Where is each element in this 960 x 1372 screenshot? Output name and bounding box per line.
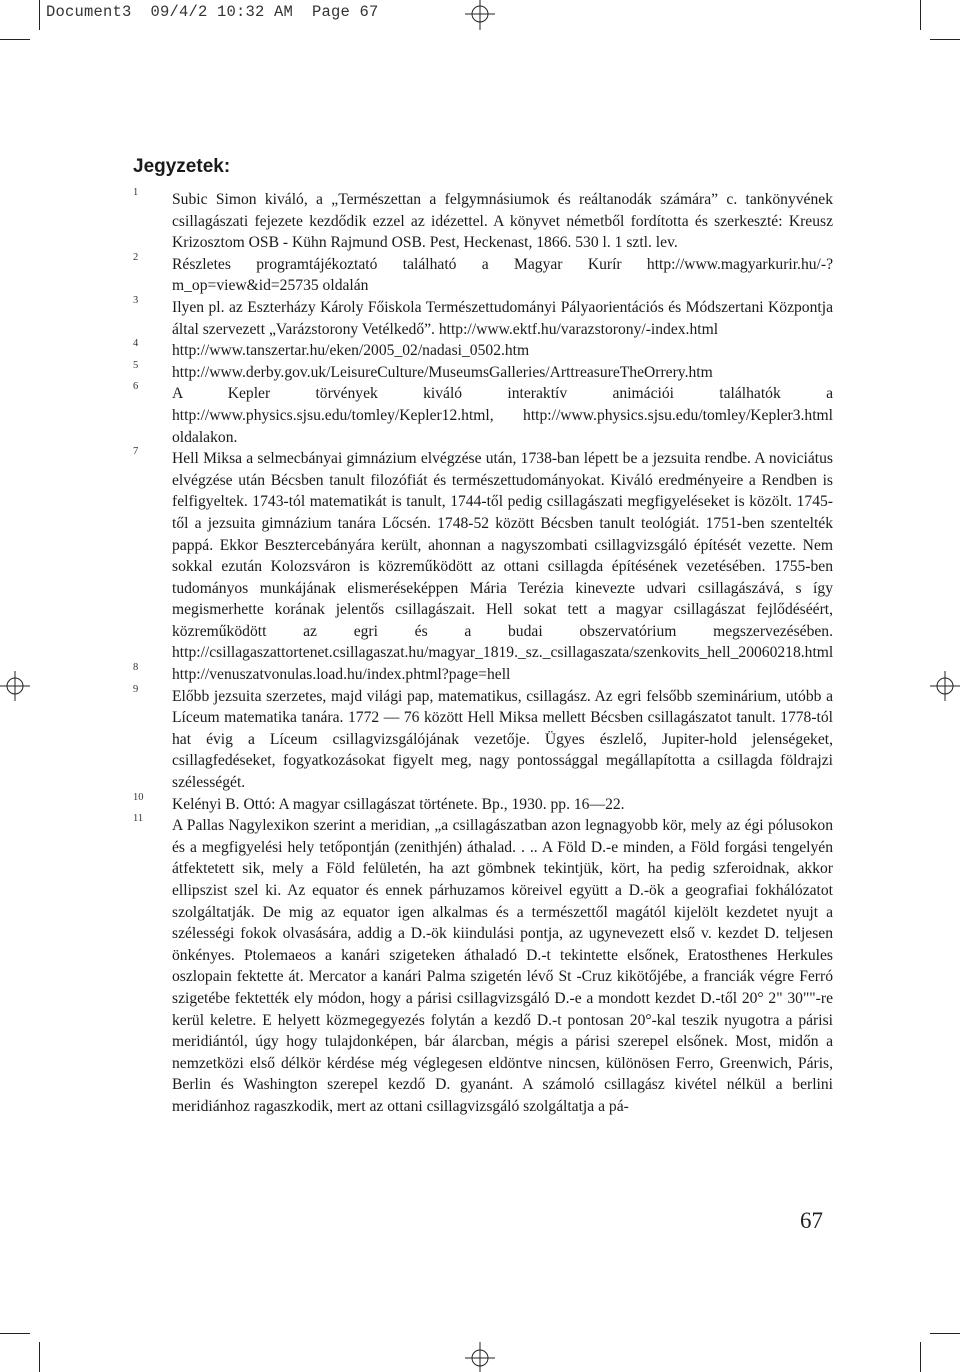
endnote-number: 10: [133, 791, 144, 803]
endnote-text: Subic Simon kiváló, a „Természettan a felgymnásiumok és reáltanodák számára” c. tankönyvének csillagászati fejezete kezdődik ezzel az idézettel. A könyvet németből fordította és szerkeszté: Kreusz Krizosztom OSB - Kühn Rajmund OSB. Pest, Heckenast, 1866. 530 l. 1 sztl. lev.: [172, 191, 833, 252]
endnote-text: http://www.tanszertar.hu/eken/2005_02/nadasi_0502.htm: [172, 342, 530, 360]
endnote: [133, 189, 833, 254]
registration-mark-left: [0, 669, 34, 703]
crop-mark-bottom-right-v: [920, 1342, 921, 1372]
endnote-text: http://venuszatvonulas.load.hu/index.phtml?page=hell: [172, 666, 511, 684]
registration-mark-bottom: [463, 1338, 497, 1372]
endnote-number: 2: [133, 251, 139, 263]
endnote-number: 3: [133, 294, 139, 306]
endnote: [133, 448, 833, 664]
crop-mark-bottom-left-v: [39, 1342, 40, 1372]
crop-mark-top-left-h: [0, 39, 30, 40]
crop-mark-top-left-v: [39, 0, 40, 30]
endnote: [133, 294, 833, 340]
endnote-number: 1: [133, 187, 139, 198]
endnote-number: 6: [133, 381, 139, 393]
endnote: [133, 383, 833, 448]
endnotes-list: [133, 189, 833, 1118]
endnote: [133, 683, 833, 794]
registration-mark-top: [463, 0, 497, 34]
endnote-number: 4: [133, 338, 139, 350]
endnote-number: 7: [133, 446, 139, 458]
endnote-text: Részletes programtájékoztató található a Magyar Kurír http://www.magyarkurir.hu/-?m_op=view&id=25735 oldalán: [172, 255, 833, 295]
endnote-text: Előbb jezsuita szerzetes, majd világi pap, matematikus, csillagász. Az egri felsőbb szeminárium, utóbb a Líceum matematika tanára. 1772 — 76 között Hell Miksa mellett Bécsben csillagászatot tanult. 1778-tól hat évig a Líceum csillagvizsgálójának vezetője. Ügyes észlelő, Jupiter-hold jelenségeket, csillagfedéseket, fogyatkozásokat figyelt meg, nagy pontossággal megállapította a csillagda földrajzi szélességét.: [172, 687, 833, 792]
document-slug: Document3 09/4/2 10:32 AM Page 67: [46, 3, 379, 21]
crop-mark-top-right-v: [920, 0, 921, 30]
notes-heading: Jegyzetek:: [133, 156, 231, 177]
endnote: [133, 791, 833, 816]
endnote-text: A Pallas Nagylexikon szerint a meridian, „a csillagászatban azon legnagyobb kör, mely az égi pólusokon és a megfigyelési hely tetőpontján (zenithjén) áthalad. . .. A Föld D.-e minden, a Föld forgási tengelyén átfektetett sik, mely a Föld felületén, ha azt gömbnek tekintjük, kört, ha pedig szferoidnak, akkor ellipszist szel ki. Az equator és ennek párhuzamos köreivel együtt a D.-ök a geografiai fokhálózatot szolgáltatják. De mig az equator igen alkalmas és a természettől magától kijelölt kezdetet nyujt a szélességi fokok olvasására, addig a D.-ök kiindulási pontja, az ugynevezett első v. kezdet D. teljesen önkényes. Ptolemaeos a kanári szigeteken áthaladó D.-t tekintette elsőnek, Eratosthenes Herkules oszlopain fektette át. Mercator a kanári Palma szigetén lévő St -Cruz kikötőjébe, a franciák végre Ferró szigetébe fektették ely módon, hogy a párisi csillagvizsgáló D.-e a mondott kezdet D.-től 20° 2" 30""-re kerül keletre. E helyett közmegegyezés folytán a kezdő D.-t pontosan 20°-kal teszik nyugotra a párisi meridiántól, úgy hogy tulajdonképen, bár álarcban, mégis a párisi szerepel elsőnek. Most, midőn a nemzetközi első délkör kérdése még véglegesen eldöntve nincsen, különösen Ferro, Greenwich, Páris, Berlin és Washington szerepel kezdő D. gyanánt. A számoló csillagász kivétel nélkül a berlini meridiánhoz ragaszkodik, mert az ottani csillagvizsgáló szolgáltatja a pá-: [172, 817, 833, 1115]
endnote: [133, 664, 833, 686]
registration-mark-right: [926, 669, 960, 703]
endnote: [133, 359, 833, 384]
page-number: 67: [800, 1208, 823, 1233]
endnote-text: Hell Miksa a selmecbányai gimnázium elvégzése után, 1738-ban lépett be a jezsuita rendbe. A noviciátus elvégzése után Bécsben tanult filozófiát és természettudományokat. Kiváló eredményeire a Rendben is felfigyeltek. 1743-tól matematikát is tanult, 1744-től pedig csillagászati megfigyeléseket is közölt. 1745-től a jezsuita gimnázium tanára Lőcsén. 1748-52 között Bécsben tanult teológiát. 1751-ben szentelték pappá. Ekkor Besztercebányára került, ahonnan a nagyszombati csillagvizsgáló építését vezette. Nem sokkal ezután Kolozsváron is közreműködött az ottani csillagda építésének vezetésében. 1755-ben tudományos munkájának elismeréseképpen Mária Terézia kinevezte udvari csillagászává, s így megismerhette korának jelentős csillagászait. Hell sokat tett a magyar csillagászat fejlődéséért, közreműködött az egri és a budai obszervatórium megszervezésében. http://csillagaszattortenet.csillagaszat.hu/magyar_1819._sz._csillagaszata/szenkovits_hell_20060218.html: [172, 450, 834, 662]
endnote: [133, 340, 833, 362]
endnote-number: 8: [133, 662, 139, 674]
endnote-number: 11: [133, 813, 144, 825]
endnote-text: Ilyen pl. az Eszterházy Károly Főiskola Természettudományi Pályaorientációs és Módszertani Központja által szervezett „Varázstorony Vetélkedő”. http://www.ektf.hu/varazstorony/-index.html: [172, 298, 833, 338]
endnote: [133, 815, 833, 1117]
endnote: [133, 251, 833, 297]
crop-mark-bottom-left-h: [0, 1333, 30, 1334]
endnote-text: http://www.derby.gov.uk/LeisureCulture/MuseumsGalleries/ArttreasureTheOrrery.htm: [172, 363, 713, 381]
endnote-number: 9: [133, 683, 139, 695]
endnote-text: Kelényi B. Ottó: A magyar csillagászat története. Bp., 1930. pp. 16—22.: [172, 795, 625, 813]
endnote-number: 5: [133, 359, 139, 371]
crop-mark-top-right-h: [930, 39, 960, 40]
crop-mark-bottom-right-h: [930, 1333, 960, 1334]
endnote-text: A Kepler törvények kiváló interaktív animációi találhatók a http://www.physics.sjsu.edu/tomley/Kepler12.html, http://www.physics.sjsu.edu/tomley/Kepler3.html oldalakon.: [172, 385, 833, 446]
